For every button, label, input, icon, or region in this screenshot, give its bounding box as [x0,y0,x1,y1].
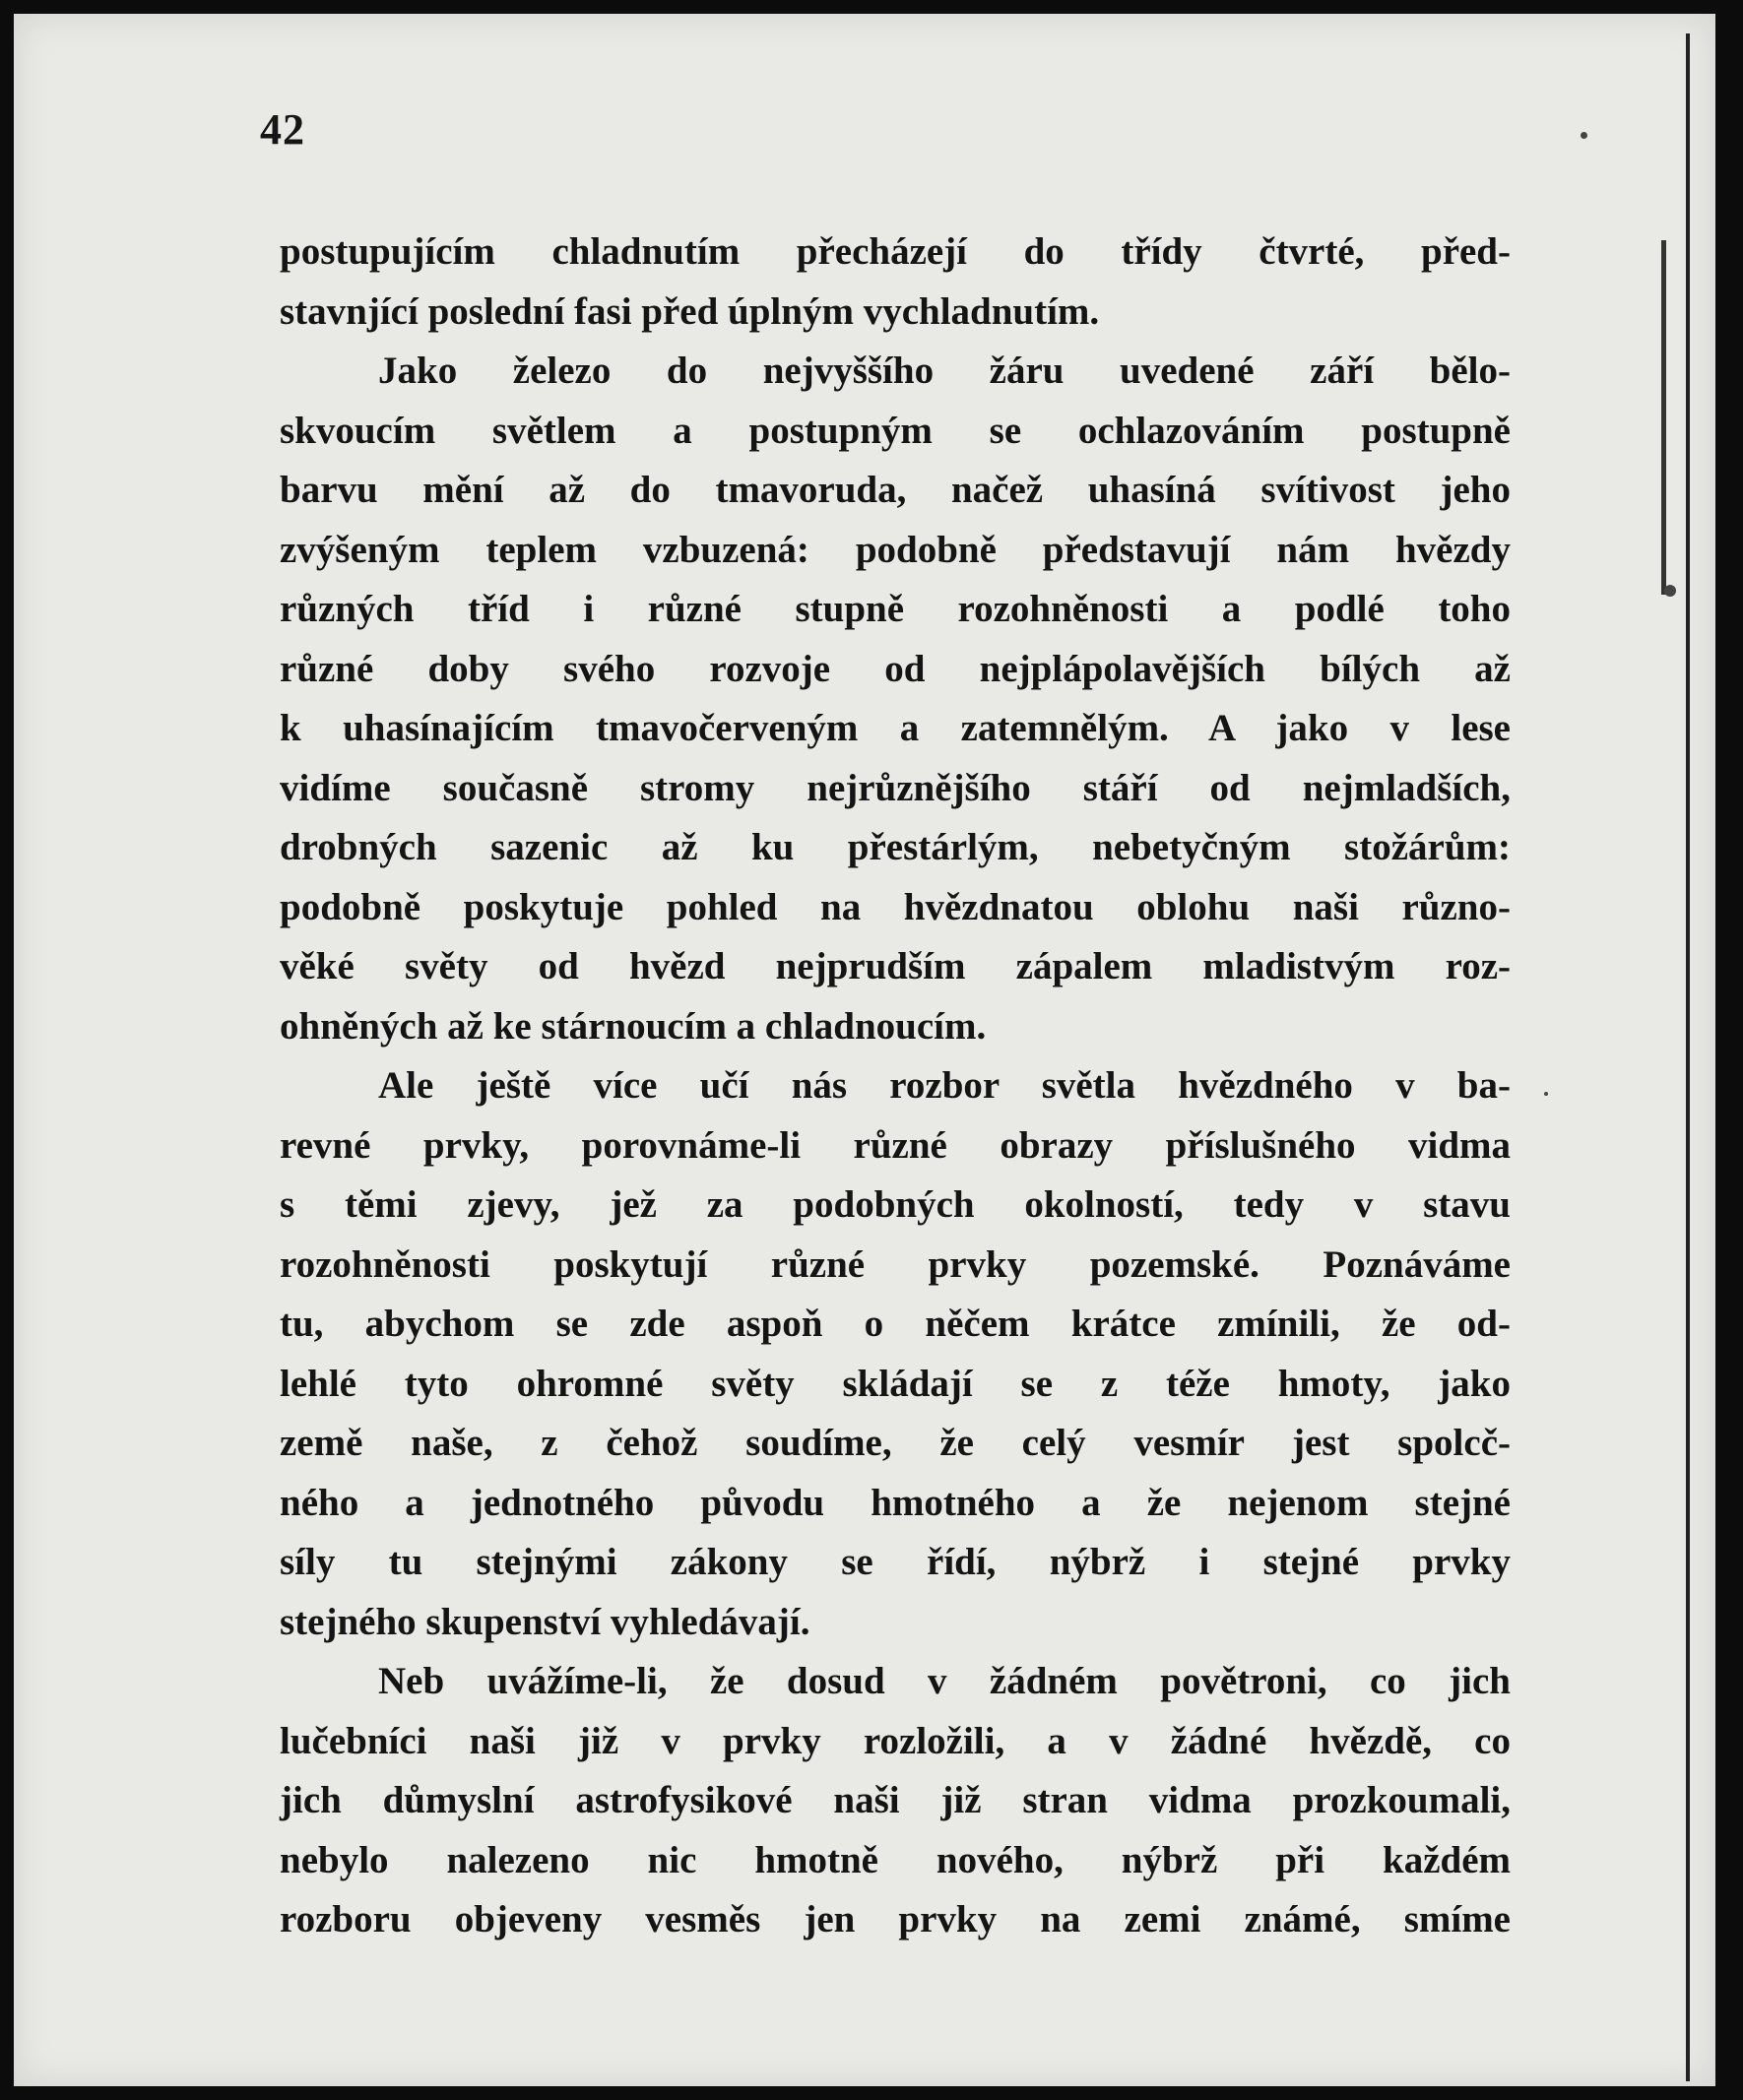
text-line: vidíme současně stromy nejrůznějšího stáří od nejmladších, [280,766,1511,809]
text-line: země naše, z čehož soudíme, že celý vesmír jest spolcč- [280,1422,1511,1464]
text-line: s těmi zjevy, jež za podobných okolností, tedy v stavu [280,1183,1511,1226]
text-line: jich důmyslní astrofysikové naši již stran vidma prozkoumali, [280,1779,1511,1821]
text-line: tu, abychom se zde aspoň o něčem krátce zmínili, že od- [280,1303,1511,1345]
page-number: 42 [260,105,305,154]
text-line: nebylo nalezeno nic hmotně nového, nýbrž při každém [280,1838,1511,1881]
text-line: postupujícím chladnutím přecházejí do třídy čtvrté, před- [280,230,1511,273]
text-line: stavnjící poslední fasi před úplným vychladnutím. [280,289,1100,333]
text-line: zvýšeným teplem vzbuzená: podobně představují nám hvězdy [280,528,1511,571]
text-line: ného a jednotného původu hmotného a že nejenom stejné [280,1481,1511,1524]
speck [1581,132,1587,139]
text-line: ohněných až ke stárnoucím a chladnoucím. [280,1004,987,1048]
text-line: Ale ještě více učí nás rozbor světla hvězdného v ba- [378,1064,1511,1107]
speck [1544,1092,1548,1096]
text-line: lehlé tyto ohromné světy skládají se z téže hmoty, jako [280,1362,1511,1405]
page-edge-shadow [1686,33,1690,2081]
page-edge-mark [1661,240,1666,595]
text-line: věké světy od hvězd nejprudším zápalem mladistvým roz- [280,945,1511,987]
text-line: podobně poskytuje pohled na hvězdnatou oblohu naši různo- [280,885,1511,928]
text-line: různé doby svého rozvoje od nejplápolavějších bílých až [280,647,1511,690]
text-line: stejného skupenství vyhledávají. [280,1600,810,1643]
text-line: barvu mění až do tmavoruda, načež uhasíná svítivost jeho [280,469,1511,511]
text-line: skvoucím světlem a postupným se ochlazováním postupně [280,409,1511,452]
body-text [280,223,1511,1950]
text-line: lučebníci naši již v prvky rozložili, a v žádné hvězdě, co [280,1719,1511,1762]
speck [1664,585,1676,597]
text-line: k uhasínajícím tmavočerveným a zatemnělým. A jako v lese [280,707,1511,749]
text-line: různých tříd i různé stupně rozohněnosti a podlé toho [280,588,1511,630]
text-line: síly tu stejnými zákony se řídí, nýbrž i stejné prvky [280,1541,1511,1583]
text-line: rozboru objeveny vesměs jen prvky na zemi známé, smíme [280,1898,1511,1941]
text-line: Neb uvážíme-li, že dosud v žádném povětroni, co jich [378,1660,1511,1702]
text-line: Jako železo do nejvyššího žáru uvedené září bělo- [378,350,1511,392]
book-page [14,14,1715,2086]
text-line: revné prvky, porovnáme-li různé obrazy příslušného vidma [280,1123,1511,1167]
text-line: rozohněnosti poskytují různé prvky pozemské. Poznáváme [280,1242,1511,1286]
text-line: drobných sazenic až ku přestárlým, nebetyčným stožárům: [280,826,1511,868]
